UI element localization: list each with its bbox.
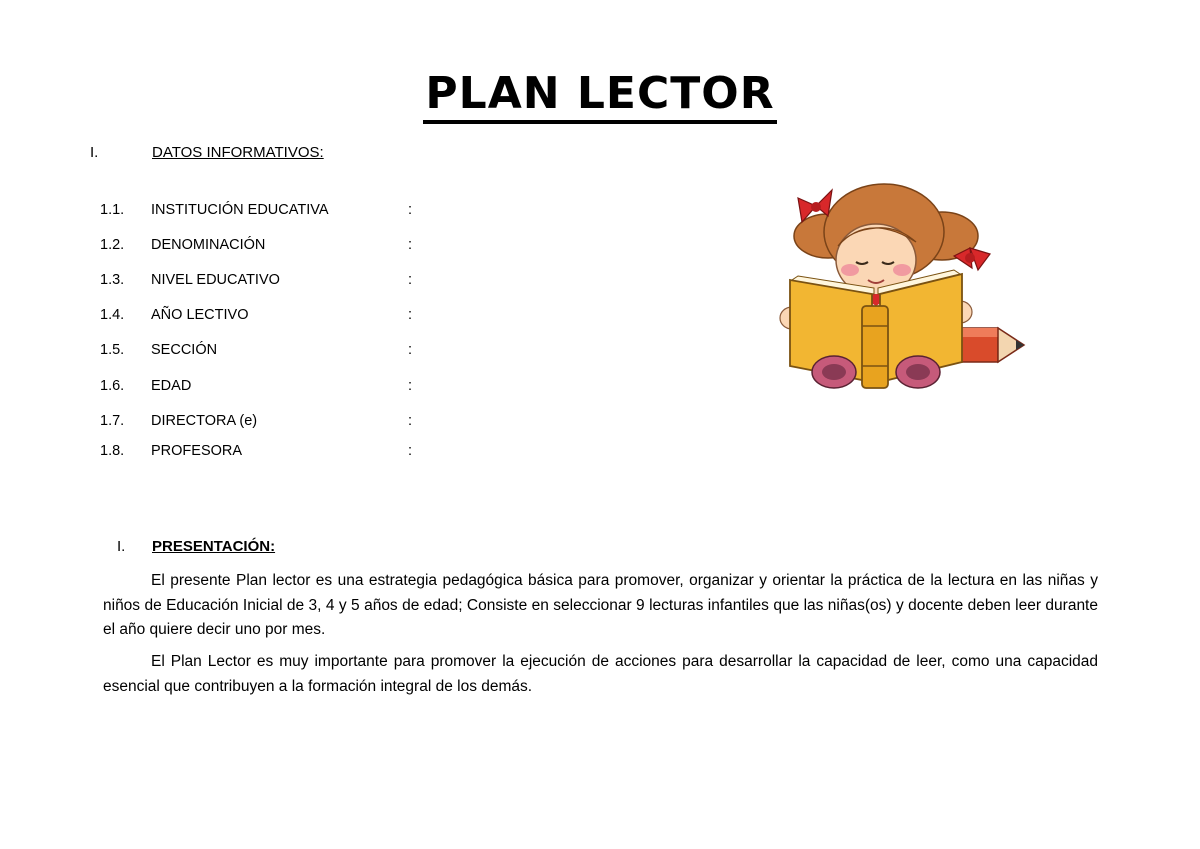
- item-number: 1.5.: [100, 342, 125, 358]
- item-label: INSTITUCIÓN EDUCATIVA: [151, 202, 329, 218]
- item-number: 1.2.: [100, 237, 125, 253]
- section-number: I.: [117, 538, 126, 555]
- item-colon: :: [408, 307, 413, 323]
- item-colon: :: [408, 342, 413, 358]
- item-label: NIVEL EDUCATIVO: [151, 272, 280, 288]
- item-label: AÑO LECTIVO: [151, 307, 249, 323]
- list-item: [100, 307, 430, 327]
- section-presentacion-heading: [117, 538, 417, 558]
- item-label: SECCIÓN: [151, 342, 218, 358]
- list-item: [100, 378, 430, 398]
- list-item: [100, 202, 430, 222]
- list-item: [100, 237, 430, 257]
- item-number: 1.3.: [100, 272, 125, 288]
- item-label: EDAD: [151, 378, 192, 394]
- item-colon: :: [408, 272, 413, 288]
- list-item: [100, 272, 430, 292]
- item-number: 1.7.: [100, 413, 125, 429]
- item-colon: :: [408, 202, 413, 218]
- item-number: 1.6.: [100, 378, 125, 394]
- presentation-paragraph: [103, 569, 1098, 643]
- section-title: PRESENTACIÓN:: [152, 538, 276, 555]
- list-item: [100, 413, 430, 433]
- item-colon: :: [408, 378, 413, 394]
- item-number: 1.8.: [100, 443, 125, 459]
- section-number: I.: [90, 144, 99, 161]
- item-number: 1.4.: [100, 307, 125, 323]
- item-colon: :: [408, 413, 413, 429]
- page-title-text: PLAN LECTOR: [423, 68, 776, 124]
- section-title: DATOS INFORMATIVOS:: [152, 144, 324, 161]
- item-label: PROFESORA: [151, 443, 243, 459]
- page-title: [0, 68, 1200, 124]
- section-datos-heading: [90, 144, 390, 164]
- item-number: 1.1.: [100, 202, 125, 218]
- girl-reading-book-illustration: [758, 176, 1038, 396]
- list-item: [100, 342, 430, 362]
- item-label: DENOMINACIÓN: [151, 237, 266, 253]
- paragraph-text: El Plan Lector es muy importante para promover la ejecución de acciones para desarrollar la capacidad de leer, como una capacidad esencial que contribuyen a la formación integral de los demás.: [103, 653, 1098, 695]
- item-colon: :: [408, 237, 413, 253]
- paragraph-text: El presente Plan lector es una estrategia pedagógica básica para promover, organizar y orientar la práctica de la lectura en las niñas y niños de Educación Inicial de 3, 4 y 5 años de edad; Consiste en seleccionar 9 lecturas infantiles que las niñas(os) y docente deben leer durante el año quiere decir uno por mes.: [103, 572, 1098, 638]
- list-item: [100, 443, 430, 463]
- presentation-paragraph: [103, 650, 1098, 699]
- item-colon: :: [408, 443, 413, 459]
- item-label: DIRECTORA (e): [151, 413, 258, 429]
